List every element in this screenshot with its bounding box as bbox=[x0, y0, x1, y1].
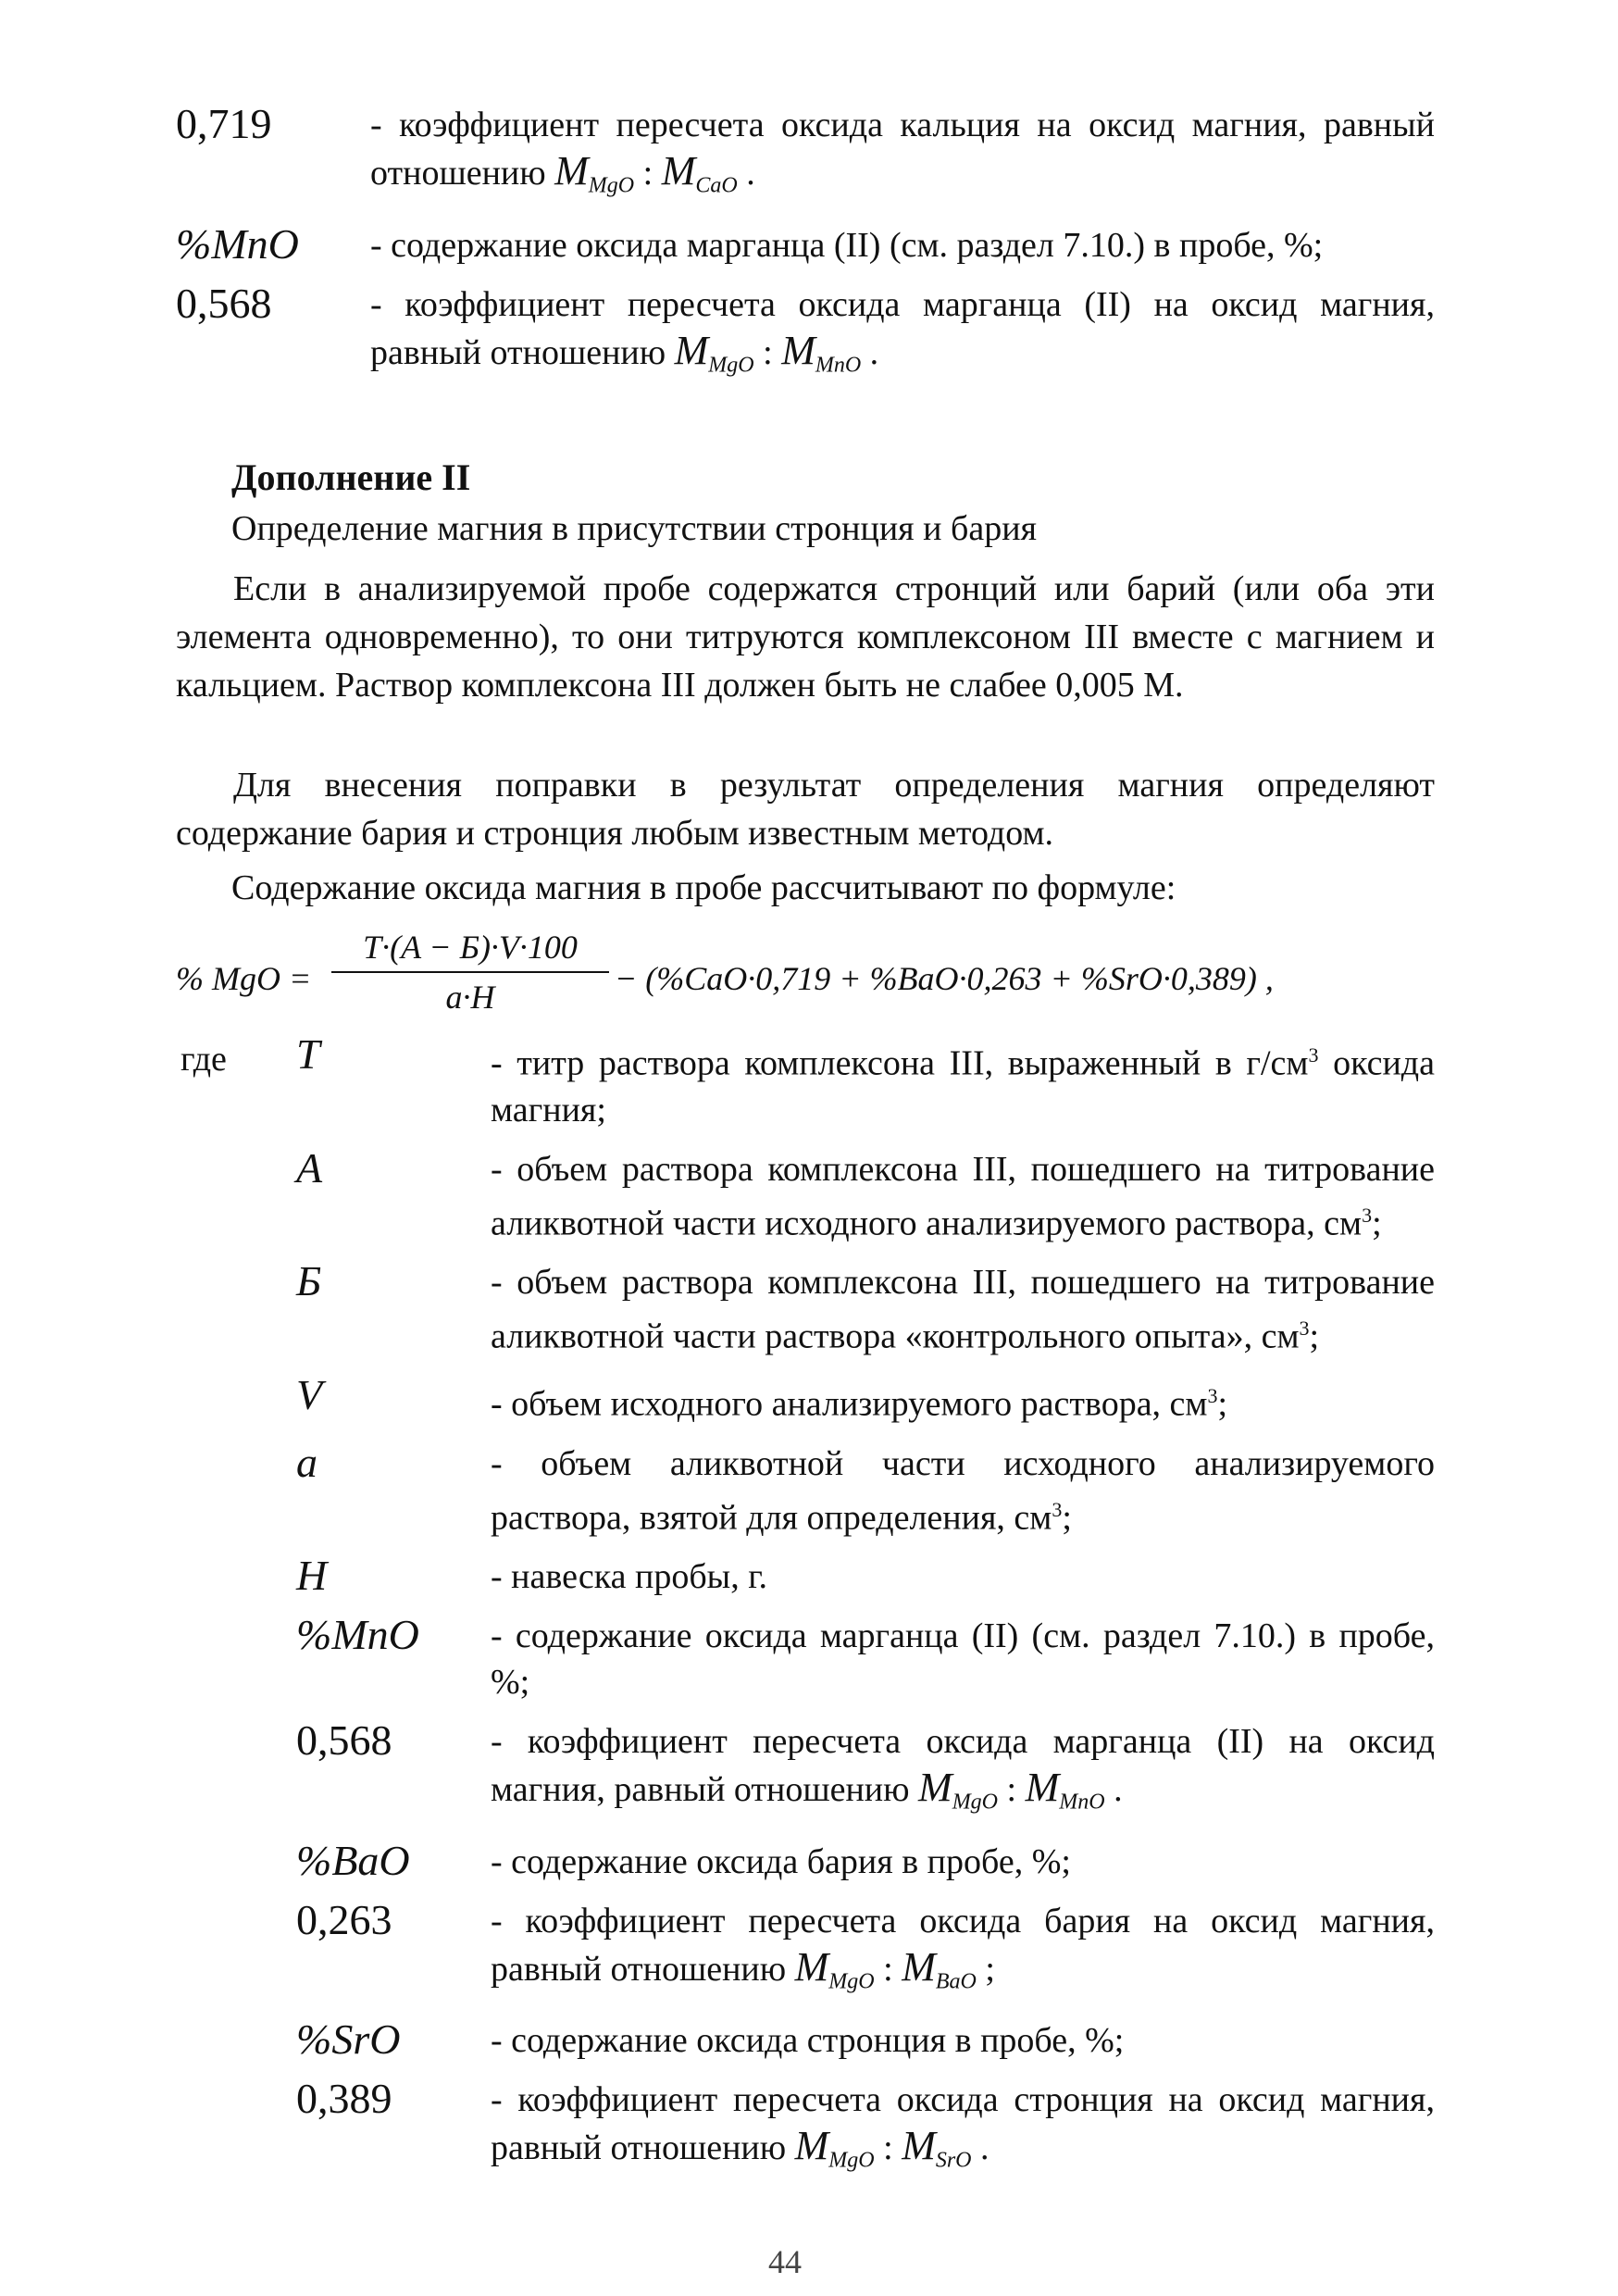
definition-row bbox=[176, 102, 1435, 209]
definition-symbol: 0,263 bbox=[296, 1895, 392, 1943]
definition-row bbox=[296, 1718, 1435, 1826]
definitions-top bbox=[176, 102, 1435, 401]
definition-symbol: a bbox=[296, 1438, 317, 1486]
definition-text: - объем раствора комплексона III, пошедшего на титрование аликвотной части исходного анализируемого раствора, $см^3$; bbox=[491, 1149, 1435, 1243]
section-subtitle: Определение магния в присутствии стронция и бария bbox=[231, 509, 1038, 548]
paragraph-3: Содержание оксида магния в пробе рассчитывают по формуле: bbox=[231, 868, 1176, 907]
paragraph-1: Если в анализируемой пробе содержатся стронций или барий (или оба эти элемента одновременно), то они титруются комплексоном III вместе с магнием и кальцием. Раствор комплексона III должен быть не слабее 0,005 М. bbox=[176, 569, 1435, 705]
definition-row bbox=[296, 1554, 1435, 1600]
formula-numerator: T·(A − Б)·V·100 bbox=[363, 929, 578, 966]
molar-mass-subscript: MgO bbox=[828, 2149, 875, 2174]
definition-symbol: %BaO bbox=[296, 1836, 410, 1884]
molar-mass-subscript: MgO bbox=[952, 1790, 999, 1815]
definition-text: - объем раствора комплексона III, пошедшего на титрование аликвотной части раствора «контрольного опыта», $см^3$; bbox=[491, 1263, 1435, 1356]
molar-mass-symbol: M bbox=[794, 1943, 829, 1990]
definition-row bbox=[296, 1370, 1435, 1428]
section-heading: Дополнение II bbox=[231, 456, 471, 498]
molar-mass-symbol: M bbox=[674, 327, 709, 373]
page-number: 44 bbox=[768, 2243, 802, 2280]
molar-mass-symbol: M bbox=[661, 148, 696, 193]
definition-row bbox=[296, 1259, 1435, 1360]
molar-mass-symbol: M bbox=[902, 2123, 936, 2169]
definition-row bbox=[296, 1613, 1435, 1705]
formula-lhs: % MgO = bbox=[176, 960, 312, 997]
definition-text: - коэффициент пересчета оксида стронция на оксид магния, равный отношению $M_{MgO}$ : $M_{SrO}$ . bbox=[491, 2080, 1435, 2174]
definition-text: - содержание оксида марганца (II) (см. раздел 7.10.) в пробе, %; bbox=[491, 1616, 1435, 1703]
molar-mass-symbol: M bbox=[554, 148, 589, 193]
definition-symbol: Б bbox=[296, 1257, 322, 1305]
superscript: 3 bbox=[1299, 1316, 1310, 1341]
superscript: 3 bbox=[1362, 1203, 1373, 1227]
molar-mass-subscript: BaO bbox=[935, 1969, 977, 1994]
molar-mass-symbol: M bbox=[918, 1765, 952, 1811]
definition-text: - содержание оксида бария в пробе, %; bbox=[491, 1841, 1071, 1881]
definitions-main bbox=[296, 1032, 1435, 2197]
definition-symbol: %SrO bbox=[296, 2015, 401, 2064]
molar-mass-symbol: M bbox=[794, 2123, 829, 2169]
definition-symbol: H bbox=[296, 1552, 328, 1600]
definition-text: - объем аликвотной части исходного анализируемого раствора, взятой для определения, $см^3$; bbox=[491, 1443, 1435, 1538]
definition-row bbox=[296, 1895, 1435, 2005]
where-label: где bbox=[180, 1040, 227, 1079]
definition-row bbox=[176, 219, 1435, 268]
definition-symbol: 0,389 bbox=[296, 2075, 392, 2123]
fraction-bar bbox=[331, 971, 609, 973]
definition-symbol: A bbox=[296, 1143, 323, 1192]
molar-mass-subscript: MgO bbox=[828, 1969, 875, 1994]
definition-row bbox=[296, 2077, 1435, 2184]
definition-symbol: 0,568 bbox=[176, 279, 272, 327]
definition-row bbox=[176, 281, 1435, 389]
definition-symbol: 0,719 bbox=[176, 100, 272, 147]
definition-text: - коэффициент пересчета оксида марганца (II) на оксид магния, равный отношению $M_{MgO}$ : $M_{MnO}$ . bbox=[491, 1722, 1435, 1815]
definition-text: - содержание оксида марганца (II) (см. раздел 7.10.) в пробе, %; bbox=[370, 225, 1324, 265]
definition-text: - титр раствора комплексона III, выраженный в $г/см^3$ оксида магния; bbox=[491, 1043, 1436, 1129]
definition-row bbox=[296, 1836, 1435, 1885]
superscript: 3 bbox=[1052, 1497, 1063, 1521]
definition-symbol: V bbox=[296, 1370, 323, 1418]
definition-symbol: 0,568 bbox=[296, 1716, 392, 1765]
definition-row bbox=[296, 2017, 1435, 2064]
molar-mass-subscript: CaO bbox=[695, 173, 738, 198]
definition-symbol: %MnO bbox=[296, 1611, 419, 1659]
definition-text: - коэффициент пересчета оксида бария на оксид магния, равный отношению $M_{MgO}$ : $M_{BaO}$ ; bbox=[491, 1901, 1435, 1994]
definition-row bbox=[296, 1143, 1435, 1247]
definition-text: - объем исходного анализируемого раствора, $см^3$; bbox=[491, 1383, 1228, 1424]
molar-mass-symbol: M bbox=[781, 327, 815, 373]
superscript: 3 bbox=[1207, 1383, 1218, 1407]
molar-mass-symbol: M bbox=[902, 1943, 936, 1990]
molar-mass-symbol: M bbox=[1025, 1765, 1060, 1811]
molar-mass-subscript: MgO bbox=[588, 173, 635, 198]
molar-mass-subscript: SrO bbox=[935, 2149, 972, 2174]
definition-text: - навеска пробы, г. bbox=[491, 1557, 768, 1597]
molar-mass-subscript: MgO bbox=[708, 353, 754, 378]
formula-denominator: a·H bbox=[445, 979, 495, 1016]
molar-mass-subscript: MnO bbox=[1059, 1790, 1105, 1815]
definition-row bbox=[296, 1438, 1435, 1541]
definition-symbol: T bbox=[296, 1030, 320, 1078]
formula bbox=[176, 926, 1435, 1018]
molar-mass-subscript: MnO bbox=[815, 353, 862, 378]
superscript: 3 bbox=[1308, 1043, 1319, 1067]
definition-text: - коэффициент пересчета оксида марганца (II) на оксид магния, равный отношению $M_{MgO}$ : $M_{MnO}$ . bbox=[370, 284, 1435, 378]
formula-rhs: − (%CaO·0,719 + %BaO·0,263 + %SrO·0,389) , bbox=[615, 960, 1274, 997]
definition-symbol: %MnO bbox=[176, 219, 299, 268]
paragraph-2: Для внесения поправки в результат определения магния определяют содержание бария и стронция любым известным методом. bbox=[176, 766, 1435, 853]
definition-row bbox=[296, 1032, 1435, 1133]
definition-text: - коэффициент пересчета оксида кальция на оксид магния, равный отношению $M_{MgO}$ : $M_{CaO}$ . bbox=[370, 106, 1435, 198]
definition-text: - содержание оксида стронция в пробе, %; bbox=[491, 2021, 1125, 2061]
